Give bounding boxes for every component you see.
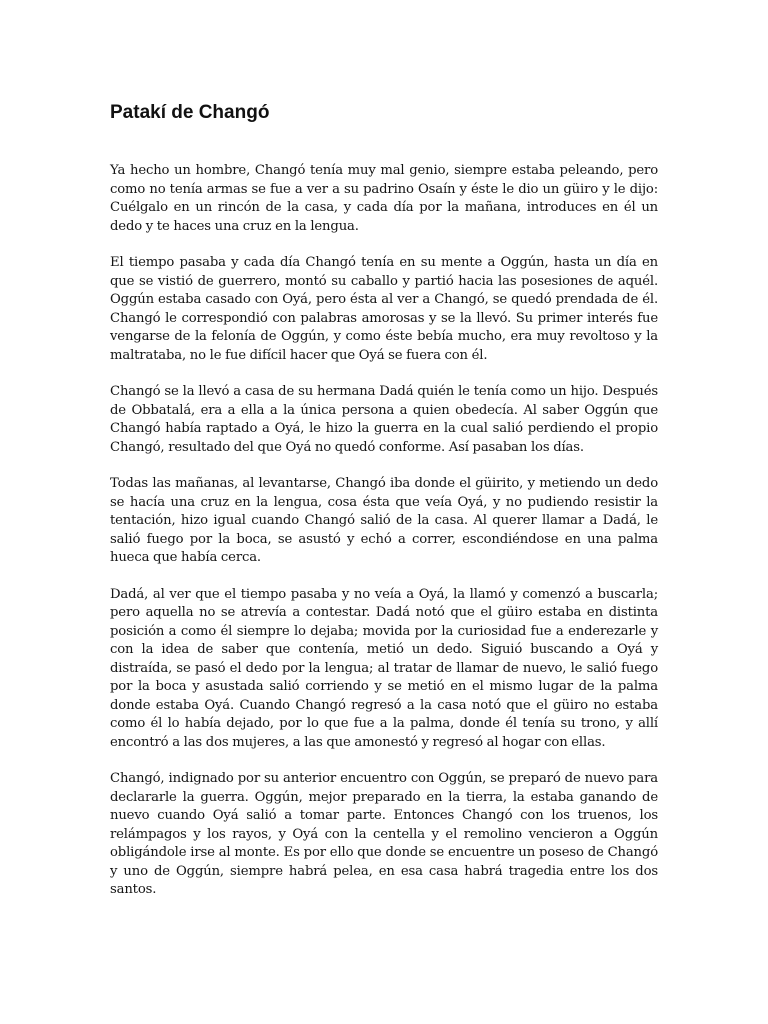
paragraph: Changó se la llevó a casa de su hermana Dadá quién le tenía como un hijo. Después de Obbatalá, era a ella a la única persona a quien obedecía. Al saber Oggún que Changó había raptado a Oyá, le hizo la guerra en la cual salió perdiendo el propio Changó, resultado del que Oyá no quedó conforme. Así pasaban los días. — [110, 384, 658, 455]
document-title: Patakí de Changó — [110, 102, 270, 123]
paragraph: Ya hecho un hombre, Changó tenía muy mal genio, siempre estaba peleando, pero como no tenía armas se fue a ver a su padrino Osaín y éste le dio un güiro y le dijo: Cuélgalo en un rincón de la casa, y cada día por la mañana, introduces en él un dedo y te haces una cruz en la lengua. — [110, 163, 658, 234]
paragraph: El tiempo pasaba y cada día Changó tenía en su mente a Oggún, hasta un día en que se vistió de guerrero, montó su caballo y partió hacia las posesiones de aquél. Oggún estaba casado con Oyá, pero ésta al ver a Changó, se quedó prendada de él. Changó le correspondió con palabras amorosas y se la llevó. Su primer interés fue vengarse de la felonía de Oggún, y como éste bebía mucho, era muy revoltoso y la maltrataba, no le fue difícil hacer que Oyá se fuera con él. — [110, 255, 658, 363]
paragraph: Dadá, al ver que el tiempo pasaba y no veía a Oyá, la llamó y comenzó a buscarla; pero aquella no se atrevía a contestar. Dadá notó que el güiro estaba en distinta posición a como él siempre lo dejaba; movida por la curiosidad fue a enderezarle y con la idea de saber que contenía, metió un dedo. Siguió buscando a Oyá y distraída, se pasó el dedo por la lengua; al tratar de llamar de nuevo, le salió fuego por la boca y asustada salió corriendo y se metió en el mismo lugar de la palma donde estaba Oyá. Cuando Changó regresó a la casa notó que el güiro no estaba como él lo había dejado, por lo que fue a la palma, donde él tenía su trono, y allí encontró a las dos mujeres, a las que amonestó y regresó al hogar con ellas. — [110, 586, 658, 750]
paragraph: Changó, indignado por su anterior encuentro con Oggún, se preparó de nuevo para declararle la guerra. Oggún, mejor preparado en la tierra, la estaba ganando de nuevo cuando Oyá salió a tomar parte. Entonces Changó con los truenos, los relámpagos y los rayos, y Oyá con la centella y el remolino vencieron a Oggún obligándole irse al monte. Es por ello que donde se encuentre un poseso de Changó y uno de Oggún, siempre habrá pelea, en esa casa habrá tragedia entre los dos santos. — [110, 771, 658, 897]
document-body — [110, 162, 658, 918]
paragraph: Todas las mañanas, al levantarse, Changó iba donde el güirito, y metiendo un dedo se hacía una cruz en la lengua, cosa ésta que veía Oyá, y no pudiendo resistir la tentación, hizo igual cuando Changó salió de la casa. Al querer llamar a Dadá, le salió fuego por la boca, se asustó y echó a correr, escondiéndose en una palma hueca que había cerca. — [110, 476, 658, 565]
